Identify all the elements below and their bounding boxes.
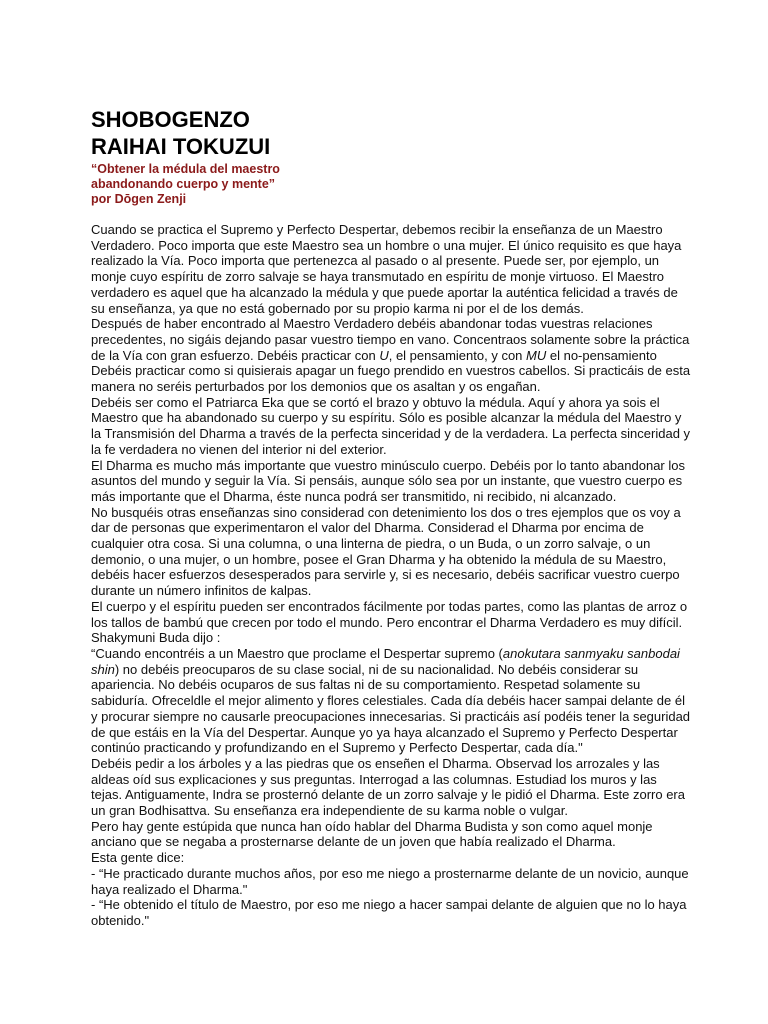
quote-paragraph [91,646,691,756]
paragraph: Shakymuni Buda dijo : [91,630,221,646]
paragraph: Debéis pedir a los árboles y a las piedras que os enseñen el Dharma. Observad los arrozales y las aldeas oíd sus explicaciones y sus preguntas. Interrogad a las columnas. Estudiad los muros y las tejas. Antiguamente, Indra se prosternó delante de un zorro salvaje y le pidió el Dharma. Este zorro era un gran Bodhisattva. Su enseñanza era independiente de su karma noble o vulgar. [91,755,685,819]
document-subtitle [91,162,280,207]
dialogue-line: - “He obtenido el título de Maestro, por eso me niego a hacer sampai delante de alguien que no lo haya obtenido." [91,897,687,928]
document-title [91,106,270,160]
paragraph-text: el no-pensamiento Debéis practicar como si quisierais apagar un fuego prendido en vuestros cabellos. Si practicáis de esta manera no seréis perturbados por los demonios que os asaltan y os engañan. [91,347,691,395]
paragraph: Cuando se practica el Supremo y Perfecto Despertar, debemos recibir la enseñanza de un Maestro Verdadero. Poco importa que este Maestro sea un hombre o una mujer. El único requisito es que haya realizado la Vía. Poco importa que pertenezca al pasado o al presente. Puede ser, por ejemplo, un monje cuyo espíritu de zorro salvaje se haya transmutado en espíritu de monje virtuoso. El Maestro verdadero es aquel que ha alcanzado la médula y que puede aportar la auténtica felicidad a través de su enseñanza, ya que no está gobernado por su propio karma ni por el de los demás. [91,222,682,316]
subtitle-line-2: abandonando cuerpo y mente” [91,177,276,191]
paragraph [91,316,691,395]
term-mu: MU [526,347,547,363]
subtitle-line-1: “Obtener la médula del maestro [91,162,280,176]
paragraph: El Dharma es mucho más importante que vuestro minúsculo cuerpo. Debéis por lo tanto abandonar los asuntos del mundo y seguir la Vía. Si pensáis, aunque sólo sea por un instante, que vuestro cuerpo es más importante que el Dharma, éste nunca podrá ser transmitido, ni recibido, ni alcanzado. [91,457,685,504]
paragraph: Debéis ser como el Patriarca Eka que se cortó el brazo y obtuvo la médula. Aquí y ahora ya sois el Maestro que ha abandonado su cuerpo y su espíritu. Sólo es posible alcanzar la médula del Maestro y la Transmisión del Dharma a través de la perfecta sinceridad y de la verdadera. La perfecta sinceridad y la fe verdadera no vienen del interior ni del exterior. [91,394,691,457]
paragraph-text: “Cuando encontréis a un Maestro que proclame el Despertar supremo ( [91,645,503,661]
term-u: U [379,347,389,363]
title-line-1: SHOBOGENZO [91,107,250,132]
paragraph: El cuerpo y el espíritu pueden ser encontrados fácilmente por todas partes, como las plantas de arroz o los tallos de bambú que crecen por todo el mundo. Pero encontrar el Dharma Verdadero es muy difícil. [91,598,688,630]
paragraph-text: Después de haber encontrado al Maestro Verdadero debéis abandonar todas vuestras relaciones precedentes, no sigáis dejando pasar vuestro tiempo en vano. Concentraos solamente sobre la práctica de la Vía con gran esfuerzo. Debéis practicar con [91,316,690,363]
paragraph-text: ) no debéis preocuparos de su clase social, ni de su nacionalidad. No debéis considerar su apariencia. No debéis ocuparos de sus faltas ni de su comportamiento. Respetad solamente su sabiduría. Ofreceldle el mejor alimento y flores celestiales. Cada día debéis hacer sampai delante de él y procurar siempre no causarle preocupaciones innecesarias. Si practicáis así podéis tener la seguridad de que estáis en la Vía del Despertar. Aunque yo ya haya alcanzado el Supremo y Perfecto Despertar continúo practicando y profundizando en el Supremo y Perfecto Despertar, cada día." [91,661,691,756]
paragraph: No busquéis otras enseñanzas sino considerad con detenimiento los dos o tres ejemplos que os voy a dar de personas que experimentaron el valor del Dharma. Considerad el Dharma por encima de cualquier otra cosa. Si una columna, o una linterna de piedra, o un Buda, o un zorro salvaje, o un demonio, o una mujer, o un hombre, posee el Gran Dharma y ha obtenido la médula de su Maestro, debéis hacer esfuerzos desesperados para servirle y, si es necesario, debéis sacrificar vuestro cuerpo durante un número infinitos de kalpas. [91,504,681,599]
paragraph: Esta gente dice: [91,850,185,866]
document-body [91,222,691,929]
author-line: por Dōgen Zenji [91,192,187,206]
term-anokutara: anokutara sanmyaku sanbodai shin [91,645,680,677]
paragraph-text: , el pensamiento, y con [388,347,527,363]
paragraph: Pero hay gente estúpida que nunca han oído hablar del Dharma Budista y son como aquel monje anciano que se negaba a prosternarse delante de un joven que había realizado el Dharma. [91,818,653,850]
title-line-2: RAIHAI TOKUZUI [91,134,271,159]
dialogue-line: - “He practicado durante muchos años, por eso me niego a prosternarme delante de un novicio, aunque haya realizado el Dharma." [91,865,689,897]
